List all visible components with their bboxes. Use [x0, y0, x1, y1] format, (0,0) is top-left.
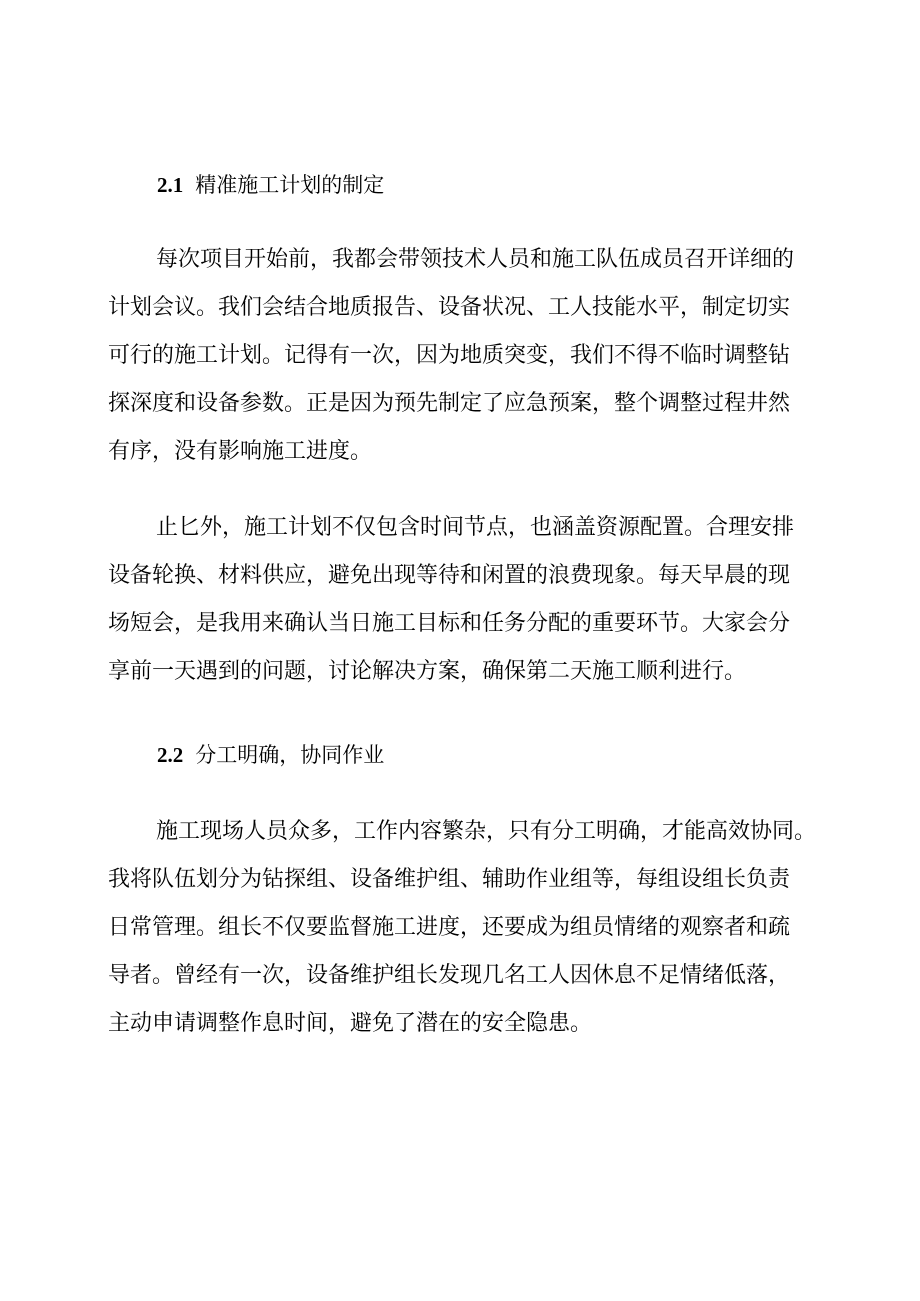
paragraph-line: 止匕外，施工计划不仅包含时间节点，也涵盖资源配置。合理安排 — [156, 515, 795, 540]
section-heading — [157, 170, 384, 200]
section-title: 分工明确，协同作业 — [195, 743, 385, 767]
paragraph-line: 可行的施工计划。记得有一次，因为地质突变，我们不得不临时调整钻 — [108, 343, 791, 368]
paragraph — [108, 236, 824, 476]
paragraph-line: 主动申请调整作息时间，避免了潜在的安全隐患。 — [108, 1011, 593, 1036]
section-number: 2.1 — [157, 173, 184, 197]
paragraph-line: 设备轮换、材料供应，避免出现等待和闲置的浪费现象。每天早晨的现 — [108, 563, 791, 588]
paragraph-line: 场短会，是我用来确认当日施工目标和任务分配的重要环节。大家会分 — [108, 611, 791, 636]
paragraph-line: 享前一天遇到的问题，讨论解决方案，确保第二天施工顺利进行。 — [108, 659, 747, 684]
paragraph-line: 探深度和设备参数。正是因为预先制定了应急预案，整个调整过程井然 — [108, 391, 791, 416]
paragraph — [108, 504, 824, 696]
paragraph-line: 计划会议。我们会结合地质报告、设备状况、工人技能水平，制定切实 — [108, 295, 791, 320]
paragraph-line: 每次项目开始前，我都会带领技术人员和施工队伍成员召开详细的 — [156, 247, 795, 272]
section-number: 2.2 — [157, 743, 184, 767]
paragraph-line: 有序，没有影响施工进度。 — [108, 439, 373, 464]
section-title: 精准施工计划的制定 — [195, 173, 385, 197]
paragraph-line: 我将队伍划分为钻探组、设备维护组、辅助作业组等，每组设组长负责 — [108, 867, 791, 892]
paragraph-line: 日常管理。组长不仅要监督施工进度，还要成为组员情绪的观察者和疏 — [108, 915, 791, 940]
paragraph-line: 施工现场人员众多，工作内容繁杂，只有分工明确，才能高效协同。 — [156, 819, 817, 844]
paragraph-line: 导者。曾经有一次，设备维护组长发现几名工人因休息不足情绪低落， — [108, 963, 791, 988]
section-heading — [157, 740, 384, 770]
paragraph — [108, 808, 824, 1048]
